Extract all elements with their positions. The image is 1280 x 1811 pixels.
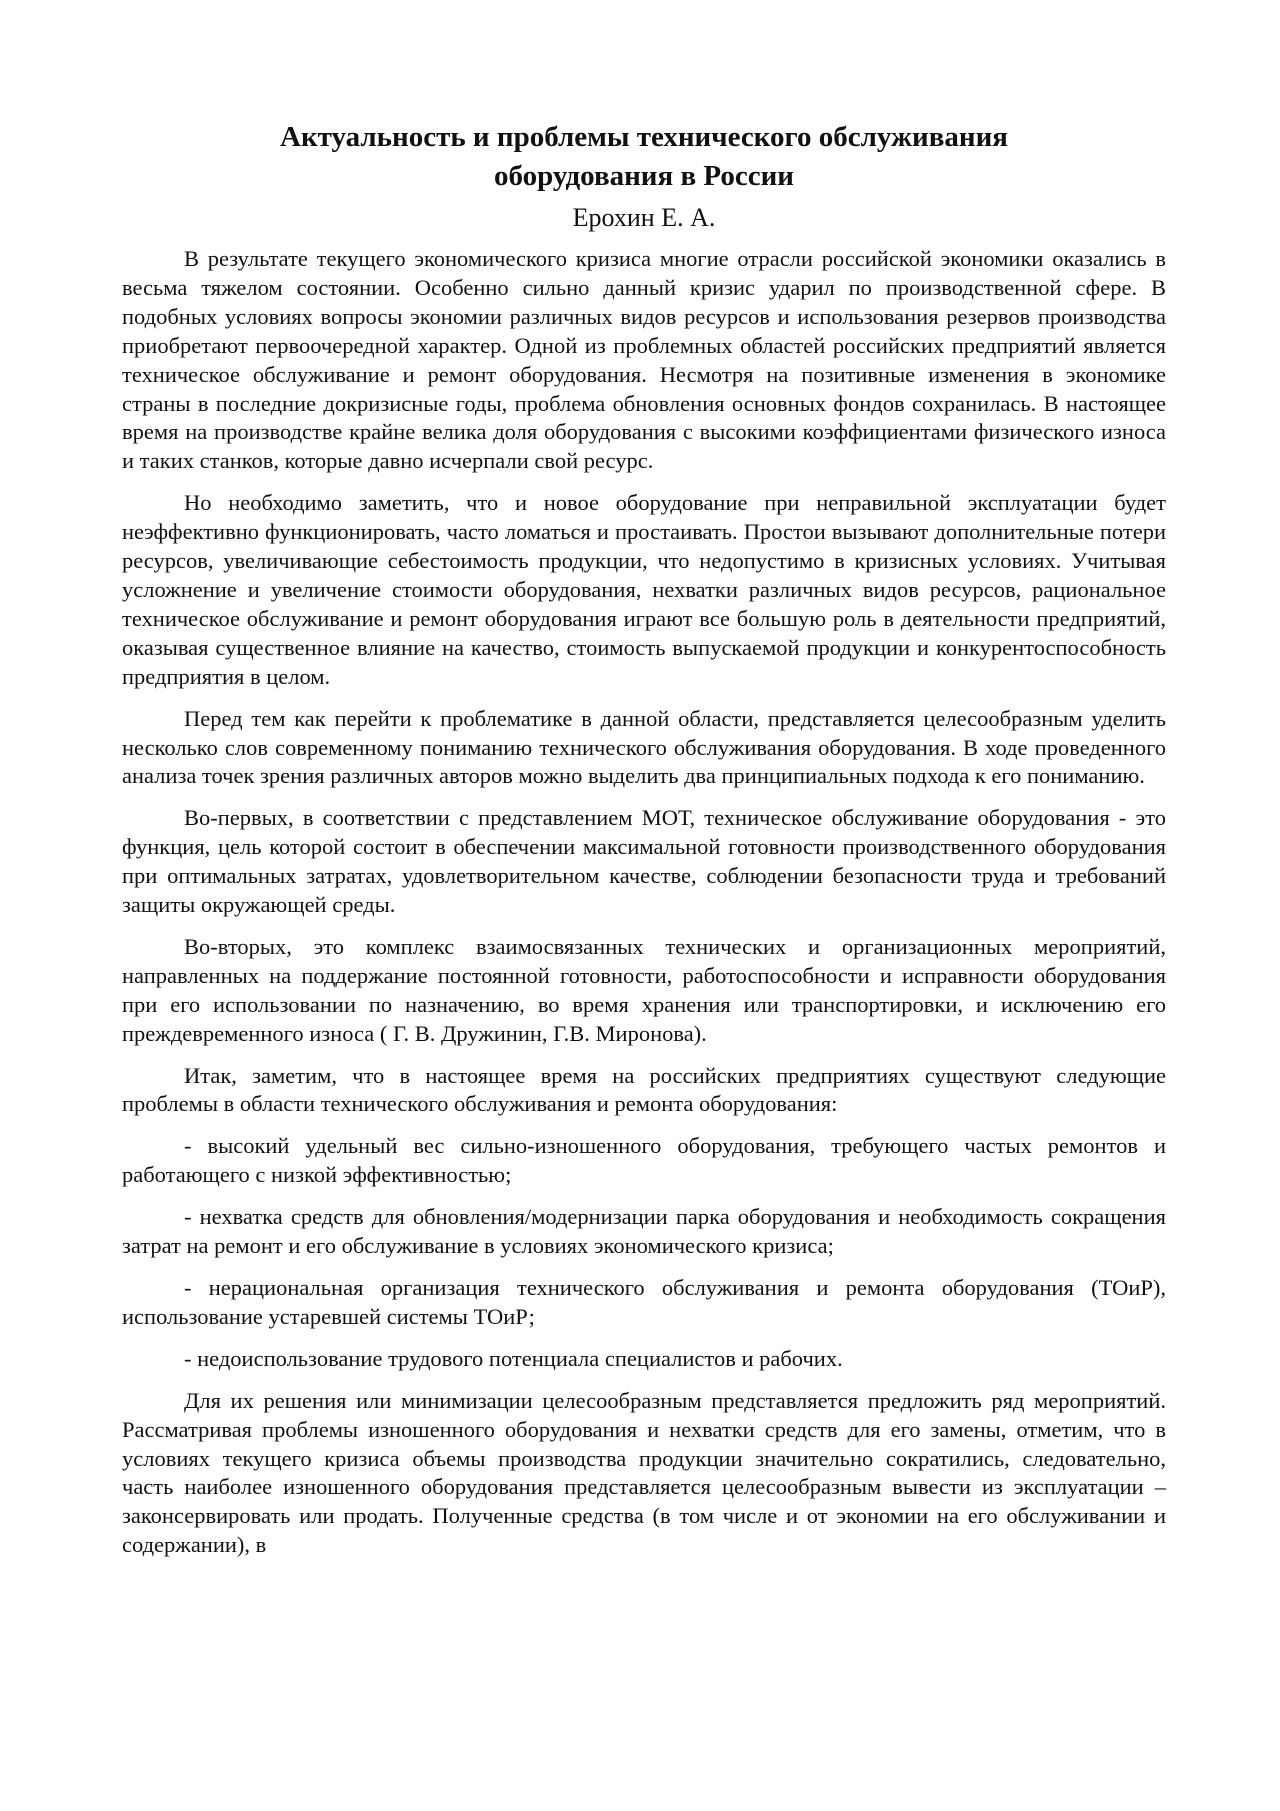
- problem-list-item-4: - недоиспользование трудового потенциала специалистов и рабочих.: [184, 1345, 843, 1371]
- problem-list-item-2: - нехватка средств для обновления/модернизации парка оборудования и необходимость сокращения затрат на ремонт и его обслуживание в условиях экономического кризиса;: [122, 1204, 1166, 1259]
- problem-list-item-1: - высокий удельный вес сильно-изношенного оборудования, требующего частых ремонтов и работающего с низкой эффективностью;: [122, 1133, 1166, 1188]
- document-author: Ерохин Е. А.: [572, 203, 716, 232]
- paragraph-first-approach: Во-первых, в соответствии с представлением МОТ, техническое обслуживание оборудования - это функция, цель которой состоит в обеспечении максимальной готовности производственного оборудования при оптимальных затратах, удовлетворительном качестве, соблюдении безопасности труда и требований защиты окружающей среды.: [122, 805, 1166, 918]
- document-title-line-2: оборудования в России: [493, 160, 795, 192]
- document-title-line-1: Актуальность и проблемы технического обслуживания: [280, 121, 1008, 153]
- paragraph-problems-intro: Итак, заметим, что в настоящее время на российских предприятиях существуют следующие проблемы в области технического обслуживания и ремонта оборудования:: [122, 1062, 1166, 1117]
- paragraph-intro: В результате текущего экономического кризиса многие отрасли российской экономики оказались в весьма тяжелом состоянии. Особенно сильно данный кризис ударил по производственной сфере. В подобных условиях вопросы экономии различных видов ресурсов и использования резервов производства приобретают первоочередной характер. Одной из проблемных областей российских предприятий является техническое обслуживание и ремонт оборудования. Несмотря на позитивные изменения в экономике страны в последние докризисные годы, проблема обновления основных фондов сохранилась. В настоящее время на производстве крайне велика доля оборудования с высокими коэффициентами физического износа и таких станков, которые давно исчерпали свой ресурс.: [122, 246, 1166, 474]
- document-body: [122, 118, 1166, 1560]
- document-title: [122, 118, 1166, 196]
- paragraph-solutions: Для их решения или минимизации целесообразным представляется предложить ряд мероприятий. Рассматривая проблемы изношенного оборудования и нехватки средств для его замены, отметим, что в условиях текущего кризиса объемы производства продукции значительно сократились, следовательно, часть наиболее изношенного оборудования представляется целесообразным вывести из эксплуатации – законсервировать или продать. Полученные средства (в том числе и от экономии на его обслуживании и содержании), в: [122, 1387, 1166, 1558]
- problem-list-item-3: - нерациональная организация технического обслуживания и ремонта оборудования (ТОиР), использование устаревшей системы ТОиР;: [122, 1275, 1166, 1329]
- paragraph-second-approach: Во-вторых, это комплекс взаимосвязанных технических и организационных мероприятий, направленных на поддержание постоянной готовности, работоспособности и исправности оборудования при его использовании по назначению, во время хранения или транспортировки, и исключению его преждевременного износа ( Г. В. Дружинин, Г.В. Миронова).: [122, 933, 1166, 1046]
- paragraph-before-problems: Перед тем как перейти к проблематике в данной области, представляется целесообразным уделить несколько слов современному пониманию технического обслуживания оборудования. В ходе проведенного анализа точек зрения различных авторов можно выделить два принципиальных подхода к его пониманию.: [122, 705, 1166, 789]
- paragraph-new-equipment: Но необходимо заметить, что и новое оборудование при неправильной эксплуатации будет неэффективно функционировать, часто ломаться и простаивать. Простои вызывают дополнительные потери ресурсов, увеличивающие себестоимость продукции, что недопустимо в кризисных условиях. Учитывая усложнение и увеличение стоимости оборудования, нехватки различных видов ресурсов, рациональное техническое обслуживание и ремонт оборудования играют все большую роль в деятельности предприятий, оказывая существенное влияние на качество, стоимость выпускаемой продукции и конкурентоспособность предприятия в целом.: [122, 490, 1166, 689]
